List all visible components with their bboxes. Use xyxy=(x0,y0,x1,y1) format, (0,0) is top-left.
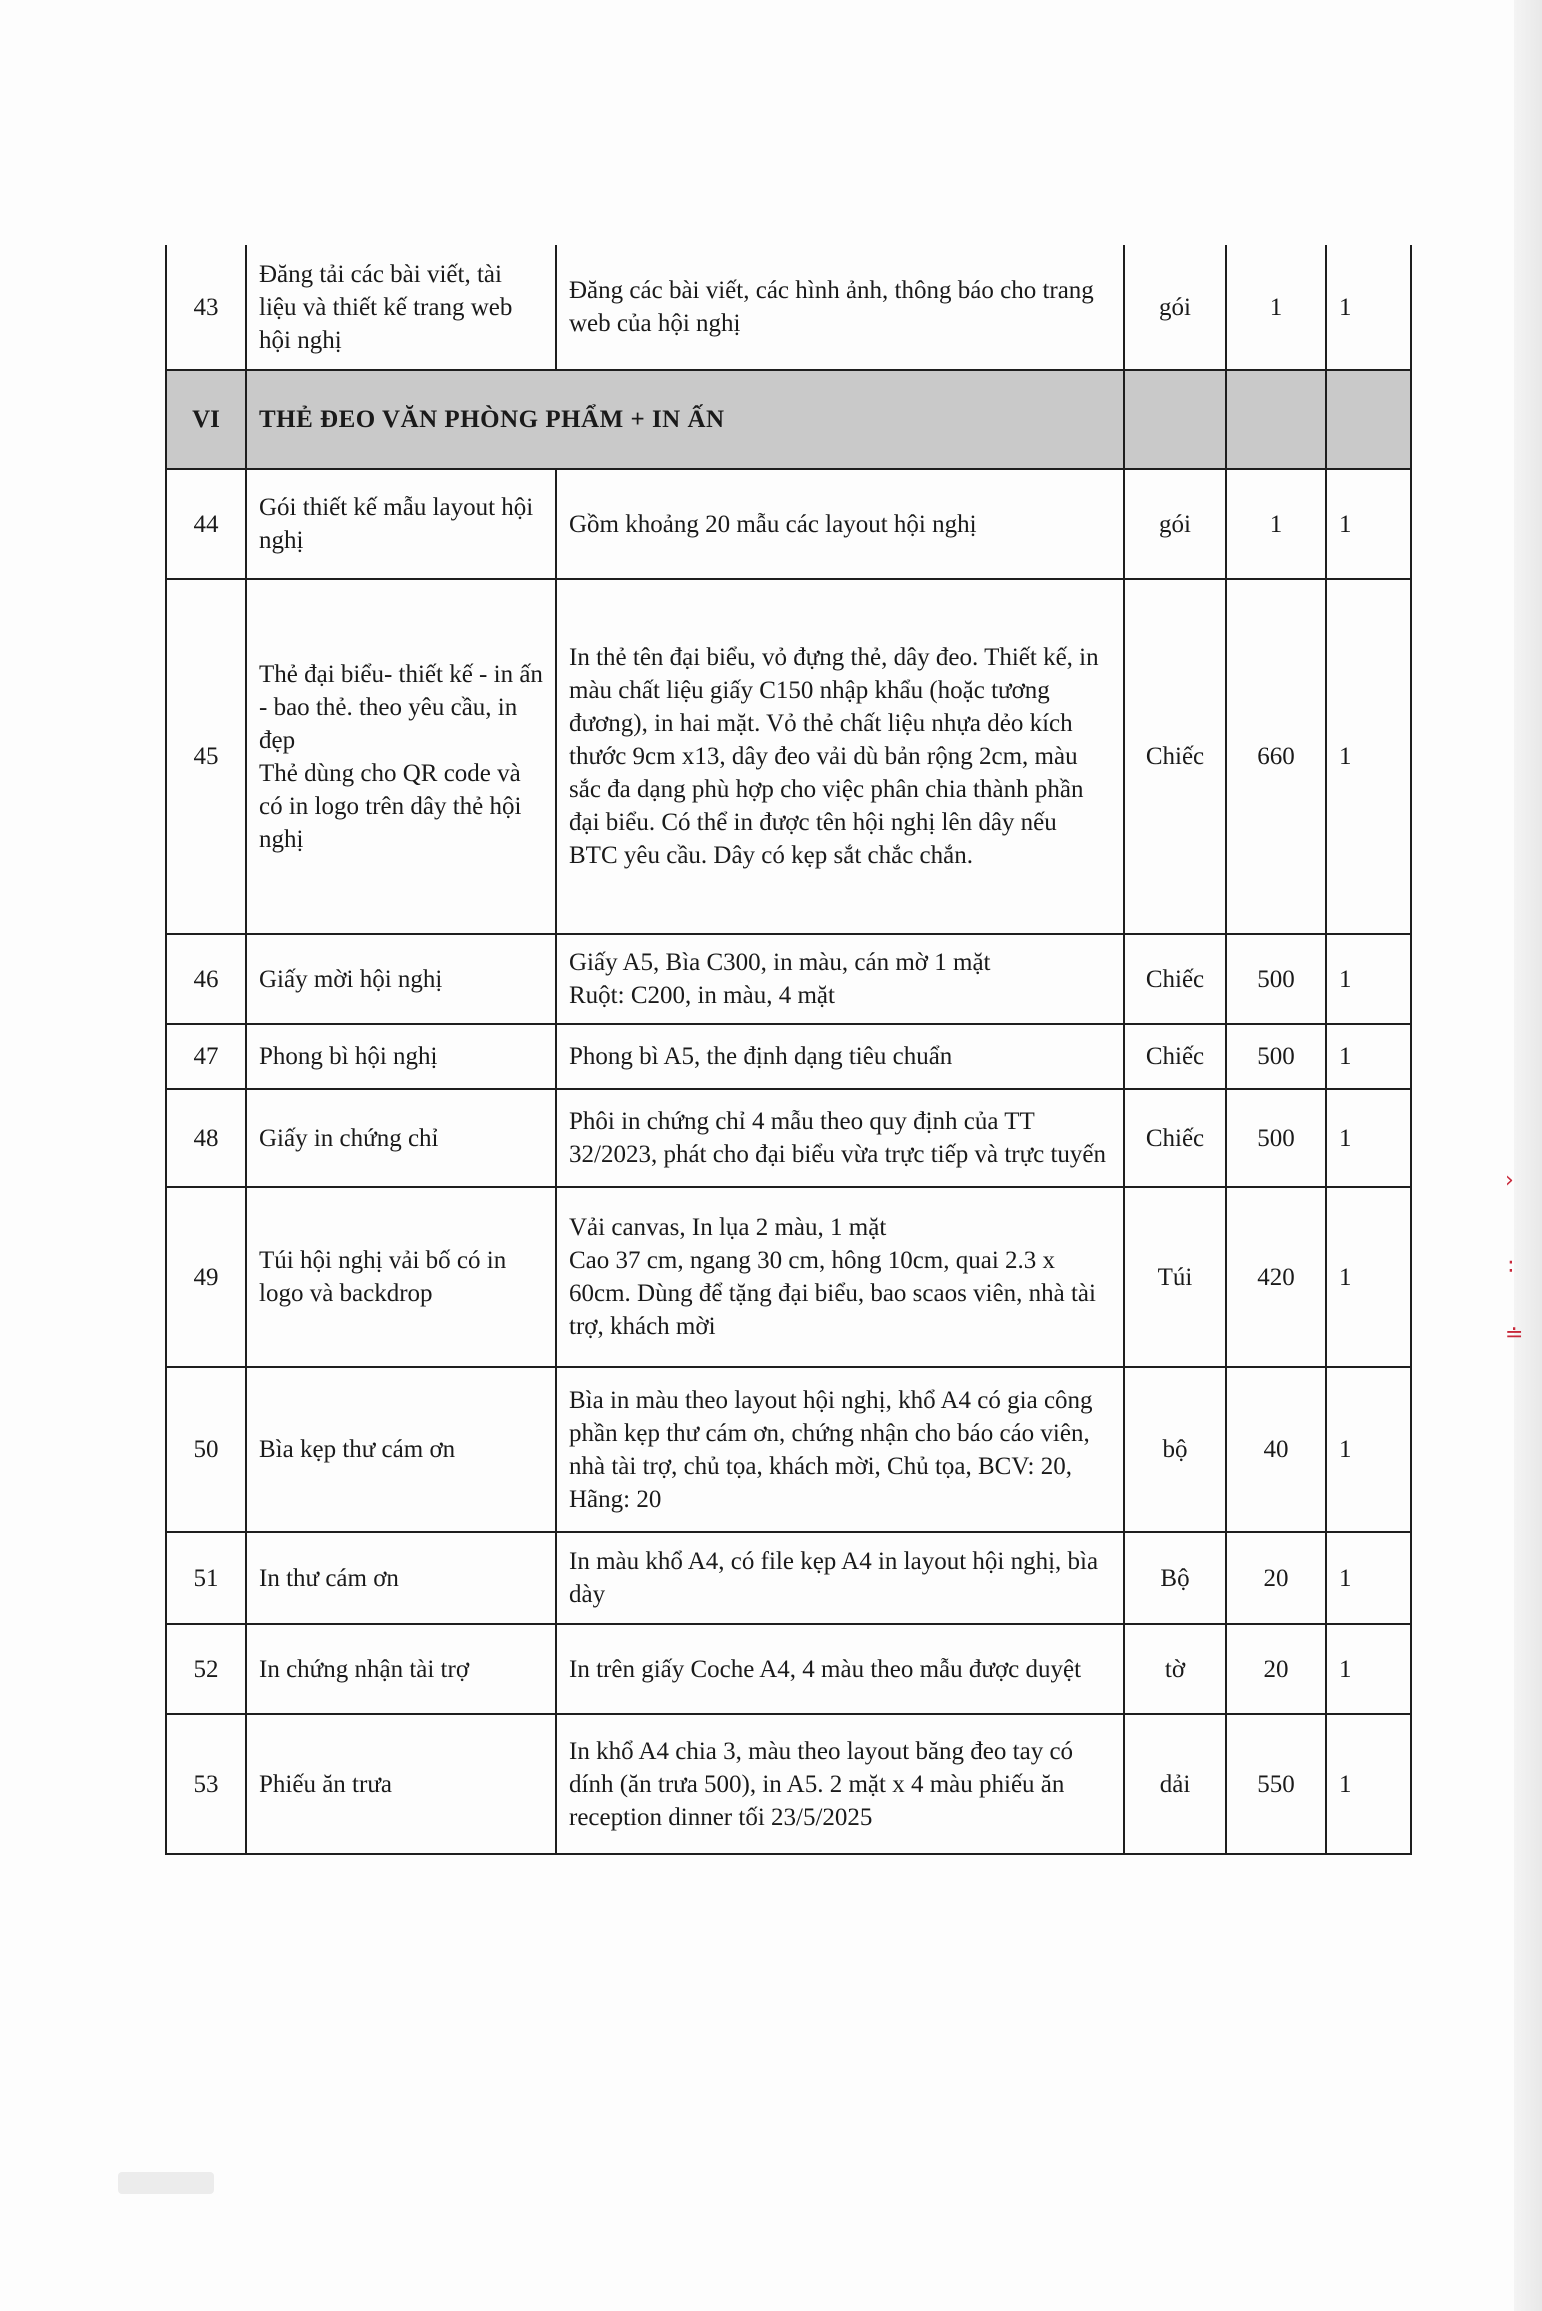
item-multiplier: 1 xyxy=(1326,1089,1411,1187)
item-quantity: 550 xyxy=(1226,1714,1326,1854)
item-unit: gói xyxy=(1124,469,1226,579)
table-row xyxy=(166,579,1411,934)
item-description: In màu khổ A4, có file kẹp A4 in layout hội nghị, bìa dày xyxy=(556,1532,1124,1624)
section-header-row xyxy=(166,370,1411,469)
item-description: Đăng các bài viết, các hình ảnh, thông báo cho trang web của hội nghị xyxy=(556,245,1124,370)
item-number: 51 xyxy=(166,1532,246,1624)
table-row xyxy=(166,245,1411,370)
item-multiplier: 1 xyxy=(1326,1187,1411,1367)
section-title: THẺ ĐEO VĂN PHÒNG PHẨM + IN ẤN xyxy=(246,370,1124,469)
item-name: In chứng nhận tài trợ xyxy=(246,1624,556,1714)
item-unit: Chiếc xyxy=(1124,1089,1226,1187)
item-name: Thẻ đại biểu- thiết kế - in ấn - bao thẻ. theo yêu cầu, in đẹp Thẻ dùng cho QR code và có in logo trên dây thẻ hội nghị xyxy=(246,579,556,934)
item-multiplier: 1 xyxy=(1326,469,1411,579)
margin-mark: › xyxy=(1505,1168,1514,1193)
section-empty-cell xyxy=(1124,370,1226,469)
item-number: 50 xyxy=(166,1367,246,1532)
table-row xyxy=(166,934,1411,1024)
item-name: Phiếu ăn trưa xyxy=(246,1714,556,1854)
item-quantity: 20 xyxy=(1226,1624,1326,1714)
table-row xyxy=(166,1624,1411,1714)
item-description: In thẻ tên đại biểu, vỏ đựng thẻ, dây đeo. Thiết kế, in màu chất liệu giấy C150 nhập khẩu (hoặc tương đương), in hai mặt. Vỏ thẻ chất liệu nhựa dẻo kích thước 9cm x13, dây đeo vải dù bản rộng 2cm, màu sắc đa dạng phù hợp cho việc phân chia thành phần đại biểu. Có thể in được tên hội nghị lên dây nếu BTC yêu cầu. Dây có kẹp sắt chắc chắn. xyxy=(556,579,1124,934)
table-row xyxy=(166,1187,1411,1367)
item-quantity: 20 xyxy=(1226,1532,1326,1624)
item-unit: Bộ xyxy=(1124,1532,1226,1624)
item-quantity: 500 xyxy=(1226,934,1326,1024)
item-multiplier: 1 xyxy=(1326,1532,1411,1624)
item-unit: Túi xyxy=(1124,1187,1226,1367)
item-description: Phôi in chứng chỉ 4 mẫu theo quy định của TT 32/2023, phát cho đại biểu vừa trực tiếp và trực tuyến xyxy=(556,1089,1124,1187)
item-quantity: 40 xyxy=(1226,1367,1326,1532)
item-quantity: 500 xyxy=(1226,1089,1326,1187)
item-name: Túi hội nghị vải bố có in logo và backdrop xyxy=(246,1187,556,1367)
item-multiplier: 1 xyxy=(1326,579,1411,934)
item-number: 47 xyxy=(166,1024,246,1089)
item-quantity: 1 xyxy=(1226,245,1326,370)
item-multiplier: 1 xyxy=(1326,934,1411,1024)
item-multiplier: 1 xyxy=(1326,1367,1411,1532)
item-description: Giấy A5, Bìa C300, in màu, cán mờ 1 mặt Ruột: C200, in màu, 4 mặt xyxy=(556,934,1124,1024)
item-name: Gói thiết kế mẫu layout hội nghị xyxy=(246,469,556,579)
table-row xyxy=(166,1532,1411,1624)
item-name: Giấy mời hội nghị xyxy=(246,934,556,1024)
section-empty-cell xyxy=(1226,370,1326,469)
item-name: In thư cám ơn xyxy=(246,1532,556,1624)
item-number: 45 xyxy=(166,579,246,934)
item-quantity: 660 xyxy=(1226,579,1326,934)
item-multiplier: 1 xyxy=(1326,1714,1411,1854)
item-unit: Chiếc xyxy=(1124,579,1226,934)
item-description: In trên giấy Coche A4, 4 màu theo mẫu được duyệt xyxy=(556,1624,1124,1714)
item-description: Vải canvas, In lụa 2 màu, 1 mặt Cao 37 cm, ngang 30 cm, hông 10cm, quai 2.3 x 60cm. Dùng để tặng đại biểu, bao scaos viên, nhà tài trợ, khách mời xyxy=(556,1187,1124,1367)
table-row xyxy=(166,1367,1411,1532)
scan-edge-shadow xyxy=(1514,0,1542,2311)
table-row xyxy=(166,1024,1411,1089)
item-description: Bìa in màu theo layout hội nghị, khổ A4 có gia công phần kẹp thư cám ơn, chứng nhận cho báo cáo viên, nhà tài trợ, chủ tọa, khách mời, Chủ tọa, BCV: 20, Hãng: 20 xyxy=(556,1367,1124,1532)
item-quantity: 500 xyxy=(1226,1024,1326,1089)
item-quantity: 420 xyxy=(1226,1187,1326,1367)
table-row xyxy=(166,1714,1411,1854)
item-number: 44 xyxy=(166,469,246,579)
item-unit: tờ xyxy=(1124,1624,1226,1714)
item-description: Gồm khoảng 20 mẫu các layout hội nghị xyxy=(556,469,1124,579)
item-description: Phong bì A5, the định dạng tiêu chuẩn xyxy=(556,1024,1124,1089)
item-unit: Chiếc xyxy=(1124,934,1226,1024)
item-unit: Chiếc xyxy=(1124,1024,1226,1089)
table-row xyxy=(166,1089,1411,1187)
items-table-body xyxy=(166,245,1411,1854)
item-number: 46 xyxy=(166,934,246,1024)
item-number: 52 xyxy=(166,1624,246,1714)
item-number: 43 xyxy=(166,245,246,370)
section-number: VI xyxy=(166,370,246,469)
item-unit: gói xyxy=(1124,245,1226,370)
items-table xyxy=(165,245,1412,1855)
margin-mark: ≐ xyxy=(1505,1322,1524,1347)
margin-mark: ∶ xyxy=(1508,1255,1514,1280)
item-number: 49 xyxy=(166,1187,246,1367)
item-multiplier: 1 xyxy=(1326,1624,1411,1714)
item-name: Bìa kẹp thư cám ơn xyxy=(246,1367,556,1532)
item-unit: bộ xyxy=(1124,1367,1226,1532)
item-description: In khổ A4 chia 3, màu theo layout băng đeo tay có dính (ăn trưa 500), in A5. 2 mặt x 4 màu phiếu ăn reception dinner tối 23/5/2025 xyxy=(556,1714,1124,1854)
scan-smudge xyxy=(118,2172,214,2194)
item-quantity: 1 xyxy=(1226,469,1326,579)
section-empty-cell xyxy=(1326,370,1411,469)
items-table-container xyxy=(165,245,1410,1855)
item-unit: dải xyxy=(1124,1714,1226,1854)
item-name: Giấy in chứng chỉ xyxy=(246,1089,556,1187)
table-row xyxy=(166,469,1411,579)
item-multiplier: 1 xyxy=(1326,245,1411,370)
item-name: Đăng tải các bài viết, tài liệu và thiết kế trang web hội nghị xyxy=(246,245,556,370)
item-number: 53 xyxy=(166,1714,246,1854)
item-multiplier: 1 xyxy=(1326,1024,1411,1089)
item-name: Phong bì hội nghị xyxy=(246,1024,556,1089)
item-number: 48 xyxy=(166,1089,246,1187)
